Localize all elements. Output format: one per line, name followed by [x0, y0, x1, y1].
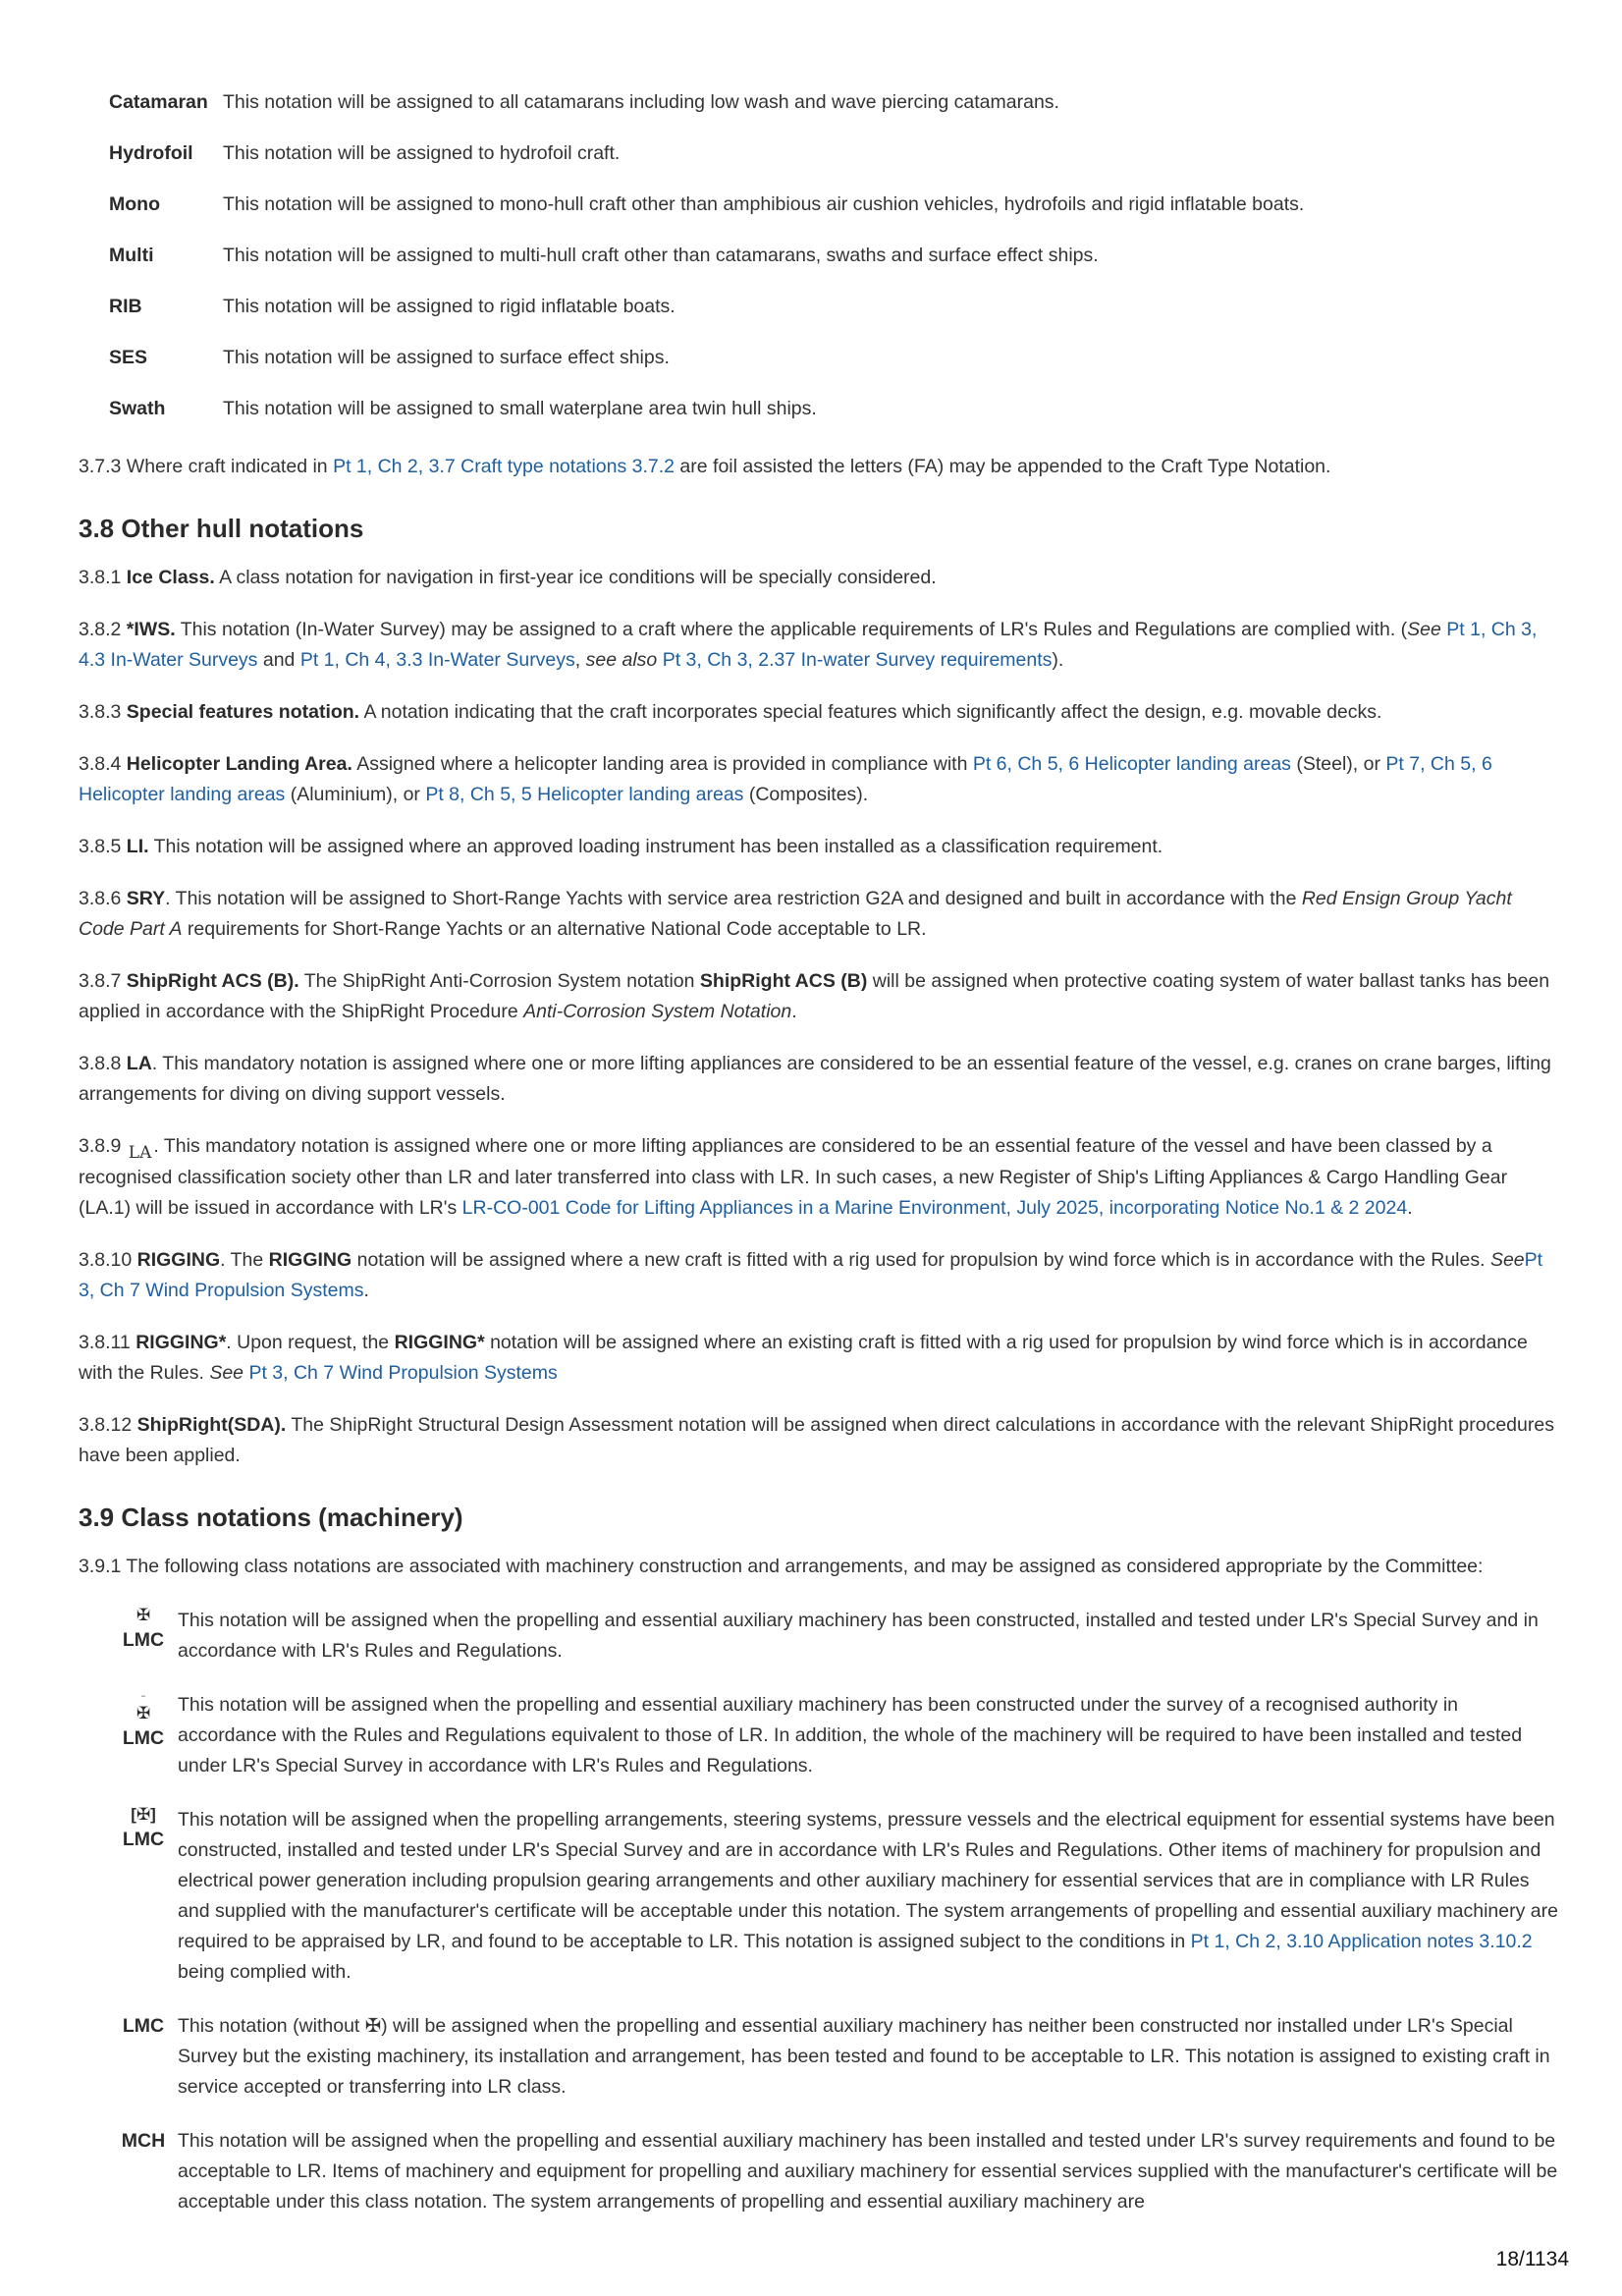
heading-3-8: 3.8 Other hull notations: [79, 514, 364, 543]
link-craft-type-notations[interactable]: Pt 1, Ch 2, 3.7 Craft type notations 3.7.2: [333, 456, 676, 477]
paragraph-3-7-3: 3.7.3 Where craft indicated in Pt 1, Ch 2, 3.7 Craft type notations 3.7.2 are foil assisted the letters (FA) may be appended to the Craft Type Notation.: [79, 456, 1331, 477]
table-row: [79, 183, 1561, 234]
notation-description: This notation (without ✠) will be assigned when the propelling and essential auxiliary machinery has neither been constructed nor installed under LR's Special Survey but the existing machinery, its installation and arrangement, has been tested and found to be acceptable to LR. This notation is assigned to existing craft in service accepted or transferring into LR class.: [178, 2015, 1550, 2098]
notation-description: This notation will be assigned to mono-hull craft other than amphibious air cushion vehicles, hydrofoils and rigid inflatable boats.: [223, 193, 1305, 215]
paragraph-3-8-12: 3.8.12 ShipRight(SDA). The ShipRight Structural Design Assessment notation will be assigned when direct calculations in accordance with the relevant ShipRight procedures have been applied.: [79, 1414, 1554, 1466]
notation-description: This notation will be assigned to all catamarans including low wash and wave piercing catamarans.: [223, 91, 1059, 113]
paragraph-3-8-7: 3.8.7 ShipRight ACS (B). The ShipRight Anti-Corrosion System notation ShipRight ACS (B) will be assigned when protective coating system of water ballast tanks has been applied in accordance with the ShipRight Procedure Anti-Corrosion System Notation.: [79, 970, 1550, 1022]
notation-symbol: ‾ ✠ LMC: [79, 1680, 178, 1795]
link-helicopter-landing-steel[interactable]: Pt 6, Ch 5, 6 Helicopter landing areas: [972, 753, 1291, 775]
paragraph-3-8-3: 3.8.3 Special features notation. A notation indicating that the craft incorporates special features which significantly affect the design, e.g. movable decks.: [79, 701, 1382, 723]
notation-symbol: LMC: [122, 2015, 165, 2037]
link-in-water-survey-requirements[interactable]: Pt 3, Ch 3, 2.37 In-water Survey requirements: [662, 649, 1053, 671]
notation-term: SES: [109, 347, 148, 368]
table-row: [79, 1596, 1561, 1680]
underline-mark-icon: ‾: [141, 1695, 145, 1705]
table-row: [79, 2001, 1561, 2116]
link-helicopter-landing-aluminium[interactable]: Pt 7, Ch 5, 6 Helicopter landing areas: [79, 753, 1492, 805]
paragraph-3-8-6: 3.8.6 SRY. This notation will be assigned to Short-Range Yachts with service area restriction G2A and designed and built in accordance with the Red Ensign Group Yacht Code Part A requirements for Short-Range Yachts or an alternative National Code acceptable to LR.: [79, 888, 1512, 940]
notation-description: This notation will be assigned when the propelling and essential auxiliary machinery has been constructed, installed and tested under LR's Special Survey and in accordance with LR's Rules and Regulations.: [178, 1610, 1539, 1662]
link-in-water-surveys-pt1-ch3[interactable]: Pt 1, Ch 3, 4.3 In-Water Surveys: [79, 619, 1538, 671]
notation-description: This notation will be assigned to rigid inflatable boats.: [223, 296, 676, 317]
notation-description: This notation will be assigned to small waterplane area twin hull ships.: [223, 398, 817, 419]
notation-term: Swath: [109, 398, 166, 419]
table-row: [79, 1795, 1561, 2001]
paragraph-3-8-11: 3.8.11 RIGGING*. Upon request, the RIGGING* notation will be assigned where an existing craft is fitted with a rig used for propulsion by wind force which is in accordance with the Rules. See Pt 3, Ch 7 Wind Propulsion Systems: [79, 1332, 1528, 1384]
table-row: [79, 2116, 1561, 2231]
table-row: [79, 132, 1561, 183]
notation-symbol: [✠] LMC: [79, 1795, 178, 2001]
heading-3-9: 3.9 Class notations (machinery): [79, 1503, 463, 1532]
paragraph-3-8-5: 3.8.5 LI. This notation will be assigned where an approved loading instrument has been installed as a classification requirement.: [79, 836, 1163, 857]
page-content: [79, 81, 1561, 2231]
notation-term: Catamaran: [109, 91, 208, 113]
table-row: [79, 1680, 1561, 1795]
la-notation-symbol: LA: [128, 1143, 152, 1163]
paragraph-3-9-1: 3.9.1 The following class notations are associated with machinery construction and arrangements, and may be assigned as considered appropriate by the Committee:: [79, 1556, 1484, 1577]
notation-term: RIB: [109, 296, 142, 317]
notation-description: This notation will be assigned to hydrofoil craft.: [223, 142, 621, 164]
table-row: [79, 234, 1561, 285]
paragraph-3-8-1: 3.8.1 Ice Class. A class notation for navigation in first-year ice conditions will be specially considered.: [79, 567, 937, 588]
maltese-cross-icon: ✠: [135, 1606, 151, 1624]
paragraph-3-8-2: 3.8.2 *IWS. This notation (In-Water Survey) may be assigned to a craft where the applicable requirements of LR's Rules and Regulations are complied with. (See Pt 1, Ch 3, 4.3 In-Water Surveys and Pt 1, Ch 4, 3.3 In-Water Surveys, see also Pt 3, Ch 3, 2.37 In-water Survey requirements).: [79, 619, 1538, 671]
page-number: 18/1134: [1495, 2248, 1569, 2270]
bracketed-maltese-cross-icon: [✠]: [131, 1805, 156, 1824]
notation-symbol: MCH: [121, 2130, 166, 2152]
link-lifting-appliances-code[interactable]: LR-CO-001 Code for Lifting Appliances in a Marine Environment, July 2025, incorporating Notice No.1 & 2 2024: [461, 1197, 1408, 1219]
paragraph-3-8-4: 3.8.4 Helicopter Landing Area. Assigned where a helicopter landing area is provided in compliance with Pt 6, Ch 5, 6 Helicopter landing areas (Steel), or Pt 7, Ch 5, 6 Helicopter landing areas (Aluminium), or Pt 8, Ch 5, 5 Helicopter landing areas (Composites).: [79, 753, 1492, 805]
notation-term: Mono: [109, 193, 160, 215]
table-row: [79, 387, 1561, 438]
link-helicopter-landing-composites[interactable]: Pt 8, Ch 5, 5 Helicopter landing areas: [425, 784, 744, 805]
table-row: [79, 285, 1561, 336]
paragraph-3-8-9: 3.8.9 LA . This mandatory notation is assigned where one or more lifting appliances are considered to be an essential feature of the vessel and have been classed by a recognised classification society other than LR and later transferred into class with LR. In such cases, a new Register of Ship's Lifting Appliances & Cargo Handling Gear (LA.1) will be issued in accordance with LR's LR-CO-001 Code for Lifting Appliances in a Marine Environment, July 2025, incorporating Notice No.1 & 2 2024.: [79, 1135, 1508, 1219]
paragraph-3-8-8: 3.8.8 LA. This mandatory notation is assigned where one or more lifting appliances are considered to be an essential feature of the vessel, e.g. cranes on crane barges, lifting arrangements for diving on diving support vessels.: [79, 1053, 1551, 1105]
link-application-notes[interactable]: Pt 1, Ch 2, 3.10 Application notes 3.10.2: [1190, 1931, 1533, 1952]
notation-description: This notation will be assigned to multi-hull craft other than catamarans, swaths and surface effect ships.: [223, 245, 1099, 266]
notation-description: This notation will be assigned when the propelling and essential auxiliary machinery has been constructed under the survey of a recognised authority in accordance with the Rules and Regulations equivalent to those of LR. In addition, the whole of the machinery will be required to have been installed and tested under LR's Special Survey in accordance with LR's Rules and Regulations.: [178, 1694, 1523, 1777]
paragraph-3-8-10: 3.8.10 RIGGING. The RIGGING notation will be assigned where a new craft is fitted with a rig used for propulsion by wind force which is in accordance with the Rules. SeePt 3, Ch 7 Wind Propulsion Systems.: [79, 1249, 1543, 1301]
machinery-notation-table: [79, 1596, 1561, 2231]
notation-description: This notation will be assigned when the propelling and essential auxiliary machinery has been installed and tested under LR's survey requirements and found to be acceptable to LR. Items of machinery and equipment for propelling and auxiliary machinery for essential services supplied with the manufacturer's certificate will be acceptable under this class notation. The system arrangements of propelling and essential auxiliary machinery are: [178, 2130, 1558, 2213]
notation-term: Multi: [109, 245, 154, 266]
link-wind-propulsion-systems[interactable]: Pt 3, Ch 7 Wind Propulsion Systems: [248, 1362, 558, 1384]
maltese-cross-icon: ✠: [364, 2015, 382, 2037]
notation-description: This notation will be assigned to surface effect ships.: [223, 347, 670, 368]
craft-type-table: [79, 81, 1561, 438]
table-row: [79, 336, 1561, 387]
notation-description: This notation will be assigned when the propelling arrangements, steering systems, pressure vessels and the electrical equipment for essential systems have been constructed, installed and tested under LR's Special Survey and are in accordance with LR's Rules and Regulations. Other items of machinery for propulsion and electrical power generation including propulsion gearing arrangements and other auxiliary machinery for essential services that are in compliance with LR Rules and supplied with the manufacturer's certificate will be acceptable under this notation. The system arrangements of propelling and essential auxiliary machinery are required to be appraised by LR, and found to be acceptable to LR. This notation is assigned subject to the conditions in Pt 1, Ch 2, 3.10 Application notes 3.10.2 being complied with.: [178, 1809, 1558, 1983]
maltese-cross-icon: ✠: [135, 1704, 151, 1722]
notation-term: Hydrofoil: [109, 142, 193, 164]
notation-symbol: ✠ LMC: [79, 1596, 178, 1680]
table-row: [79, 81, 1561, 132]
link-wind-propulsion-systems[interactable]: Pt 3, Ch 7 Wind Propulsion Systems: [79, 1249, 1543, 1301]
link-in-water-surveys-pt1-ch4[interactable]: Pt 1, Ch 4, 3.3 In-Water Surveys: [299, 649, 575, 671]
